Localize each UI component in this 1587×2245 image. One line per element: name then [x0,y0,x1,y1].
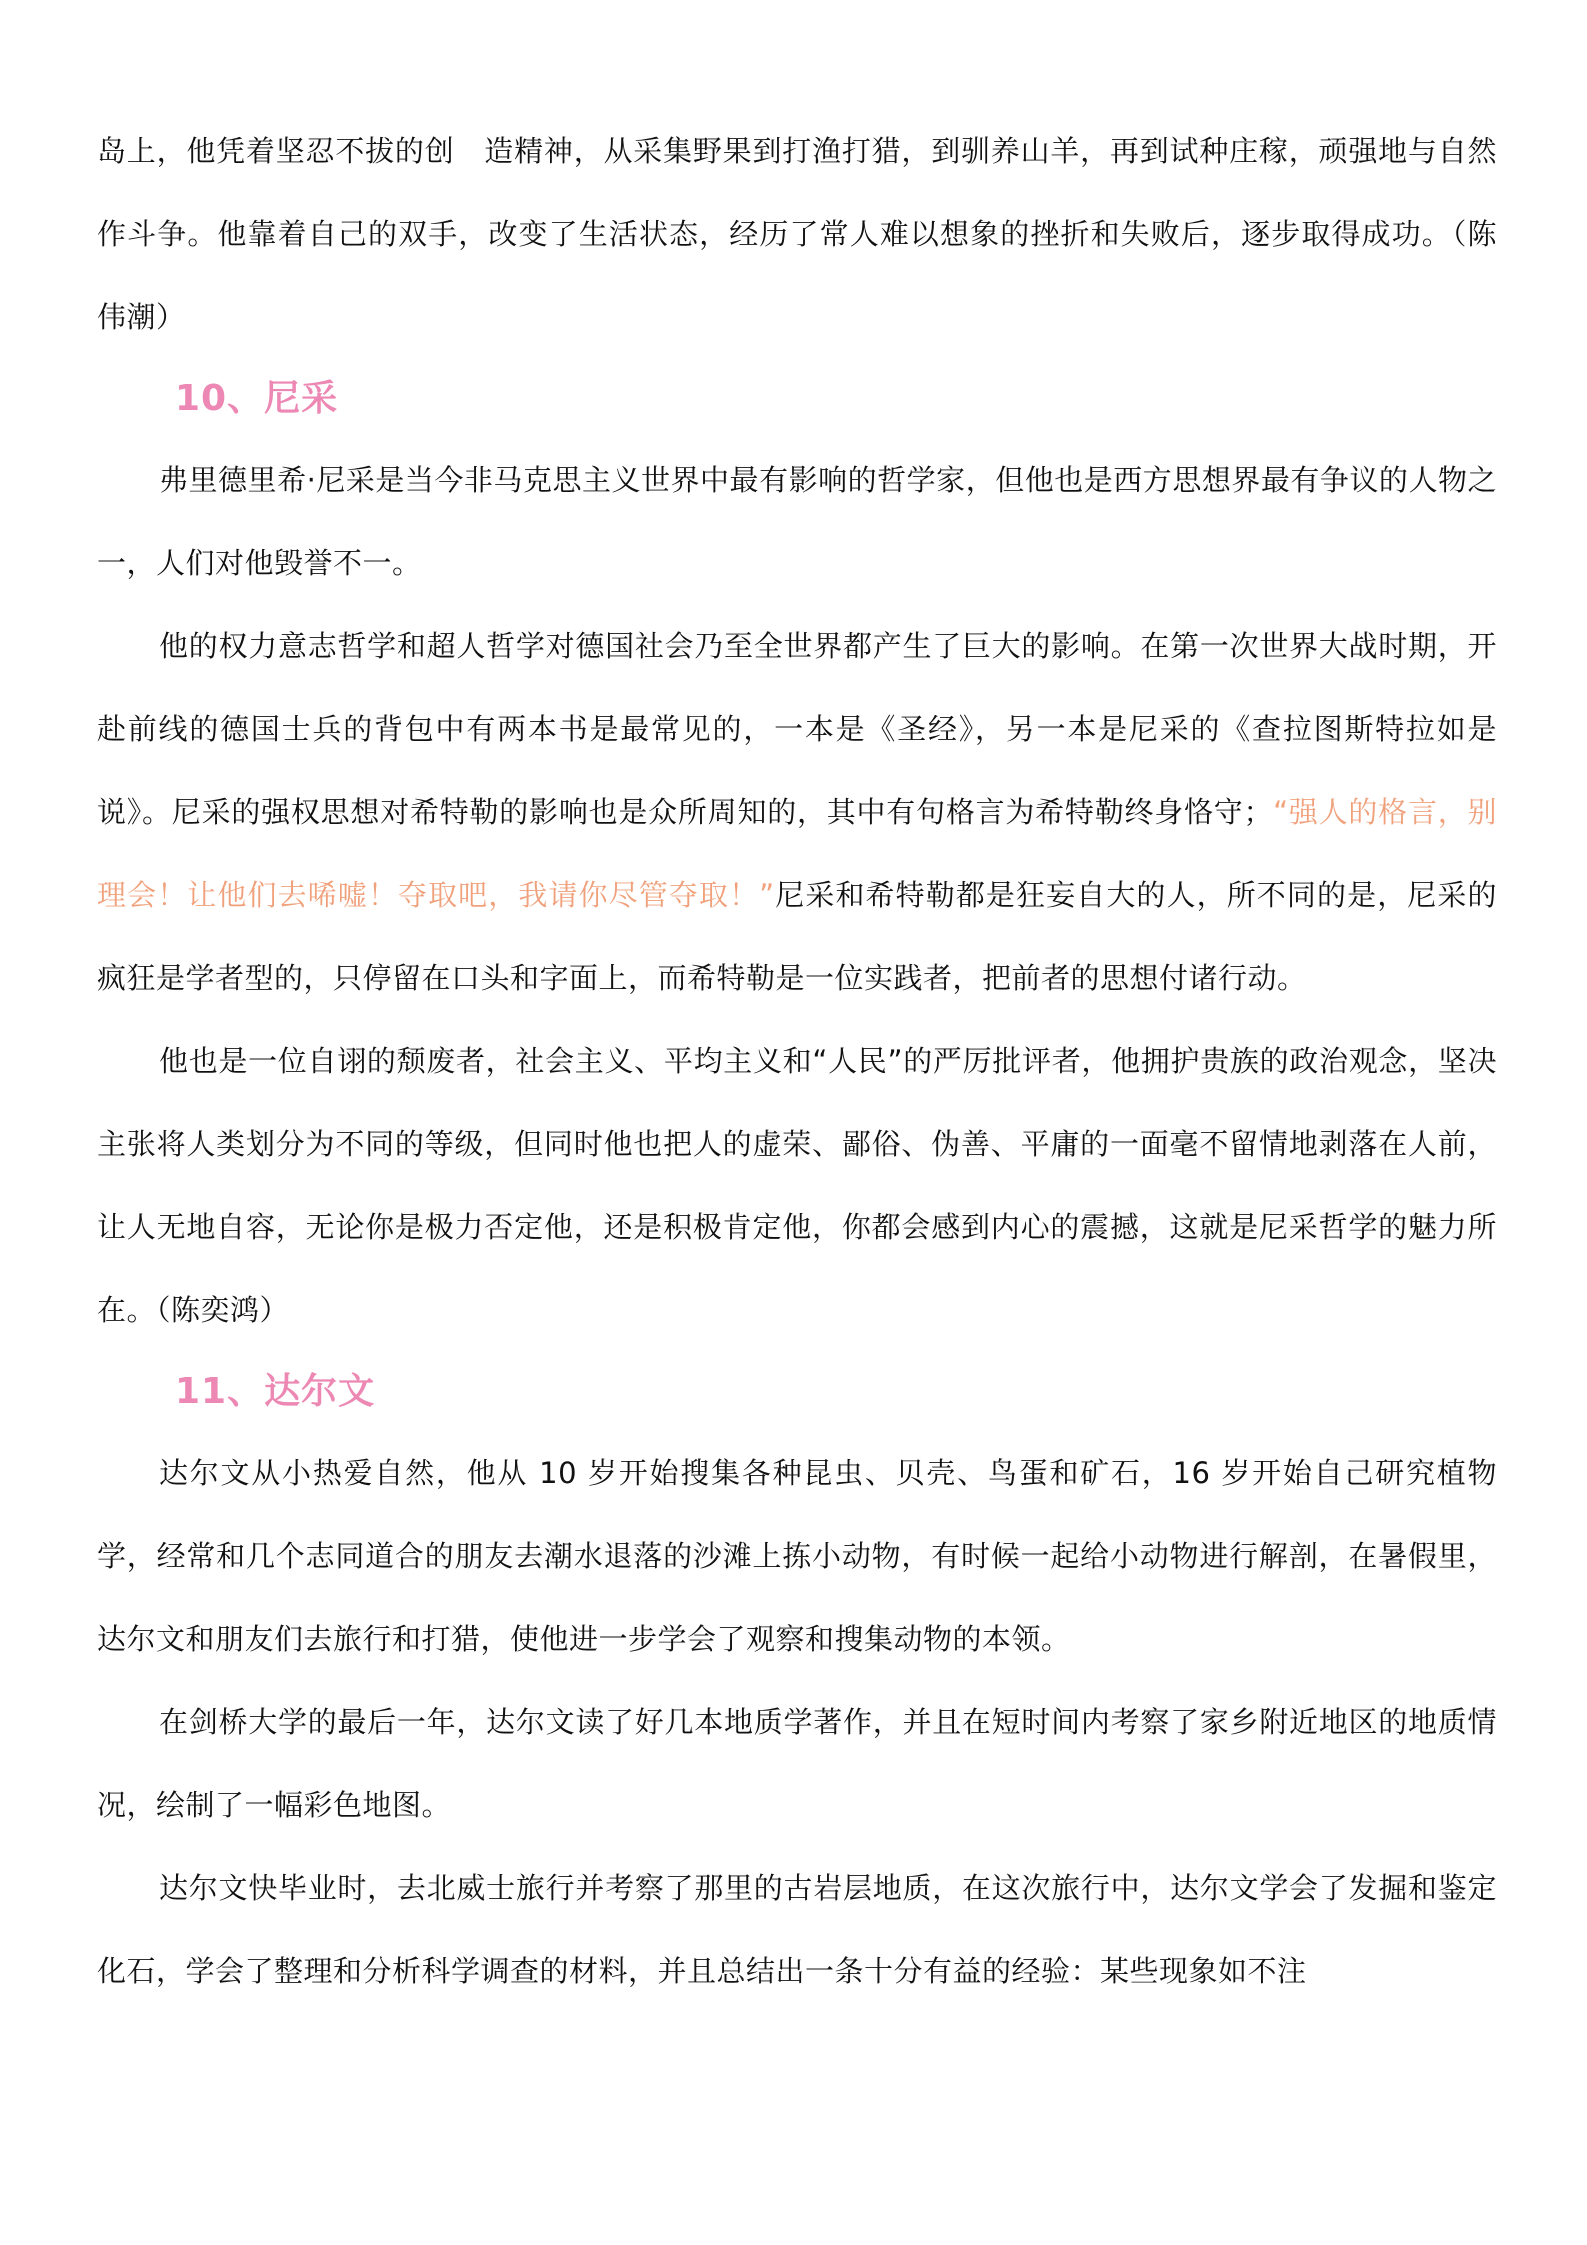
paragraph-nietzsche-influence [97,605,1497,1020]
paragraph-darwin-cambridge: 在剑桥大学的最后一年，达尔文读了好几本地质学著作，并且在短时间内考察了家乡附近地区的地质情况，绘制了一幅彩色地图。 [97,1705,1497,1822]
highlighted-quote: “强人的格言，别理会！让他们去唏嘘！夺取吧，我请你尽管夺取！” [97,795,1497,912]
paragraph-nietzsche-intro: 弗里德里希·尼采是当今非马克思主义世界中最有影响的哲学家，但他也是西方思想界最有争议的人物之一，人们对他毁誉不一。 [97,463,1497,580]
document-content [97,110,1497,2013]
paragraph-nietzsche-critic: 他也是一位自诩的颓废者，社会主义、平均主义和“人民”的严厉批评者，他拥护贵族的政治观念，坚决主张将人类划分为不同的等级，但同时他也把人的虚荣、鄙俗、伪善、平庸的一面毫不留情地剥落在人前，让人无地自容，无论你是极力否定他，还是积极肯定他，你都会感到内心的震撼，这就是尼采哲学的魅力所在。（陈奕鸿） [97,1044,1497,1327]
section-heading-darwin: 11、达尔文 [175,1371,376,1412]
paragraph-darwin-wales: 达尔文快毕业时，去北威士旅行并考察了那里的古岩层地质，在这次旅行中，达尔文学会了发掘和鉴定化石，学会了整理和分析科学调查的材料，并且总结出一条十分有益的经验：某些现象如不注 [97,1871,1497,1988]
paragraph-text-continued: 尼采和希特勒都是狂妄自大的人，所不同的是，尼采的疯狂是学者型的，只停留在口头和字面上，而希特勒是一位实践者，把前者的思想付诸行动。 [97,878,1497,995]
paragraph-continuation: 岛上，他凭着坚忍不拔的创 造精神，从采集野果到打渔打猎，到驯养山羊，再到试种庄稼，顽强地与自然作斗争。他靠着自己的双手，改变了生活状态，经历了常人难以想象的挫折和失败后，逐步取得成功。（陈伟潮） [97,134,1497,334]
section-heading-nietzsche: 10、尼采 [175,378,339,419]
paragraph-darwin-childhood: 达尔文从小热爱自然，他从 10 岁开始搜集各种昆虫、贝壳、鸟蛋和矿石，16 岁开始自己研究植物学，经常和几个志同道合的朋友去潮水退落的沙滩上拣小动物，有时候一起给小动物进行解剖，在暑假里，达尔文和朋友们去旅行和打猎，使他进一步学会了观察和搜集动物的本领。 [97,1456,1497,1656]
paragraph-text: 他的权力意志哲学和超人哲学对德国社会乃至全世界都产生了巨大的影响。在第一次世界大战时期，开赴前线的德国士兵的背包中有两本书是最常见的，一本是《圣经》，另一本是尼采的《查拉图斯特拉如是说》。尼采的强权思想对希特勒的影响也是众所周知的，其中有句格言为希特勒终身恪守； [97,629,1497,829]
